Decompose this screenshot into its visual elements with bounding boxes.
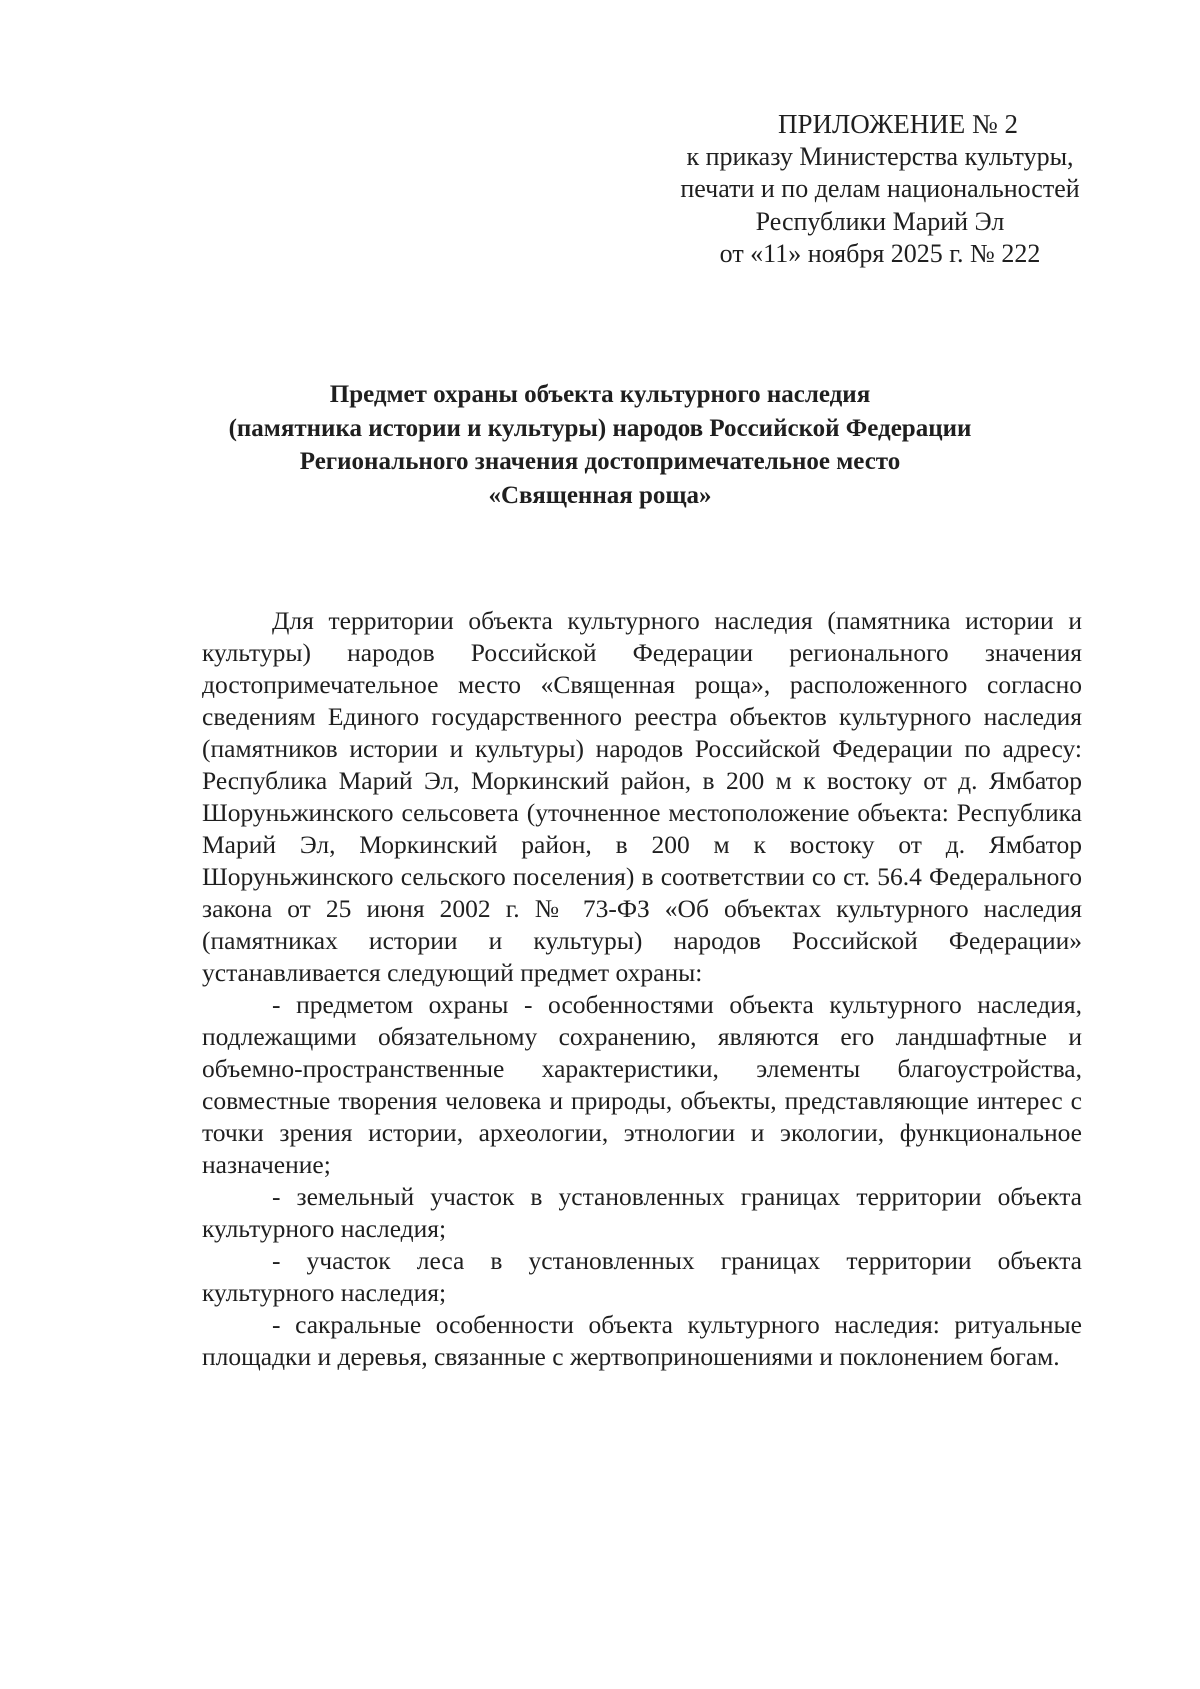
heading-line-3: Регионального значения достопримечательное место xyxy=(299,448,901,475)
annex-block xyxy=(620,108,1140,271)
protection-item-3: - участок леса в установленных границах территории объекта культурного наследия; xyxy=(202,1246,1082,1307)
protection-item-2: - земельный участок в установленных границах территории объекта культурного наследия; xyxy=(202,1182,1082,1243)
document-body xyxy=(202,605,1082,1373)
heading-line-1: Предмет охраны объекта культурного наследия xyxy=(329,381,871,408)
document-heading xyxy=(150,378,1050,512)
annex-line-1: к приказу Министерства культуры, xyxy=(686,141,1074,171)
annex-line-3: Республики Марий Эл xyxy=(755,206,1005,236)
heading-line-2: (памятника истории и культуры) народов Российской Федерации xyxy=(228,414,972,442)
protection-item-1: - предметом охраны - особенностями объекта культурного наследия, подлежащими обязательному сохранению, являются его ландшафтные и объемно-пространственные характеристики, элементы благоустройства, совместные творения человека и природы, объекты, представляющие интерес с точки зрения истории, археологии, этнологии и экологии, функциональное назначение; xyxy=(202,990,1082,1179)
annex-line-4: от «11» ноября 2025 г. № 222 xyxy=(719,239,1041,268)
intro-paragraph: Для территории объекта культурного наследия (памятника истории и культуры) народов Российской Федерации регионального значения достопримечательное место «Священная роща», расположенного согласно сведениям Единого государственного реестра объектов культурного наследия (памятников истории и культуры) народов Российской Федерации по адресу: Республика Марий Эл, Моркинский район, в 200 м к востоку от д. Ямбатор Шоруньжинского сельсовета (уточненное местоположение объекта: Республика Марий Эл, Моркинский район, в 200 м к востоку от д. Ямбатор Шоруньжинского сельского поселения) в соответствии со ст. 56.4 Федерального закона от 25 июня 2002 г. № 73-ФЗ «Об объектах культурного наследия (памятниках истории и культуры) народов Российской Федерации» устанавливается следующий предмет охраны: xyxy=(202,606,1082,987)
heading-line-4: «Священная роща» xyxy=(488,481,712,509)
annex-line-2: печати и по делам национальностей xyxy=(680,174,1080,203)
annex-title: ПРИЛОЖЕНИЕ № 2 xyxy=(777,109,1019,139)
protection-item-4: - сакральные особенности объекта культурного наследия: ритуальные площадки и деревья, связанные с жертвоприношениями и поклонением богам. xyxy=(202,1310,1082,1371)
